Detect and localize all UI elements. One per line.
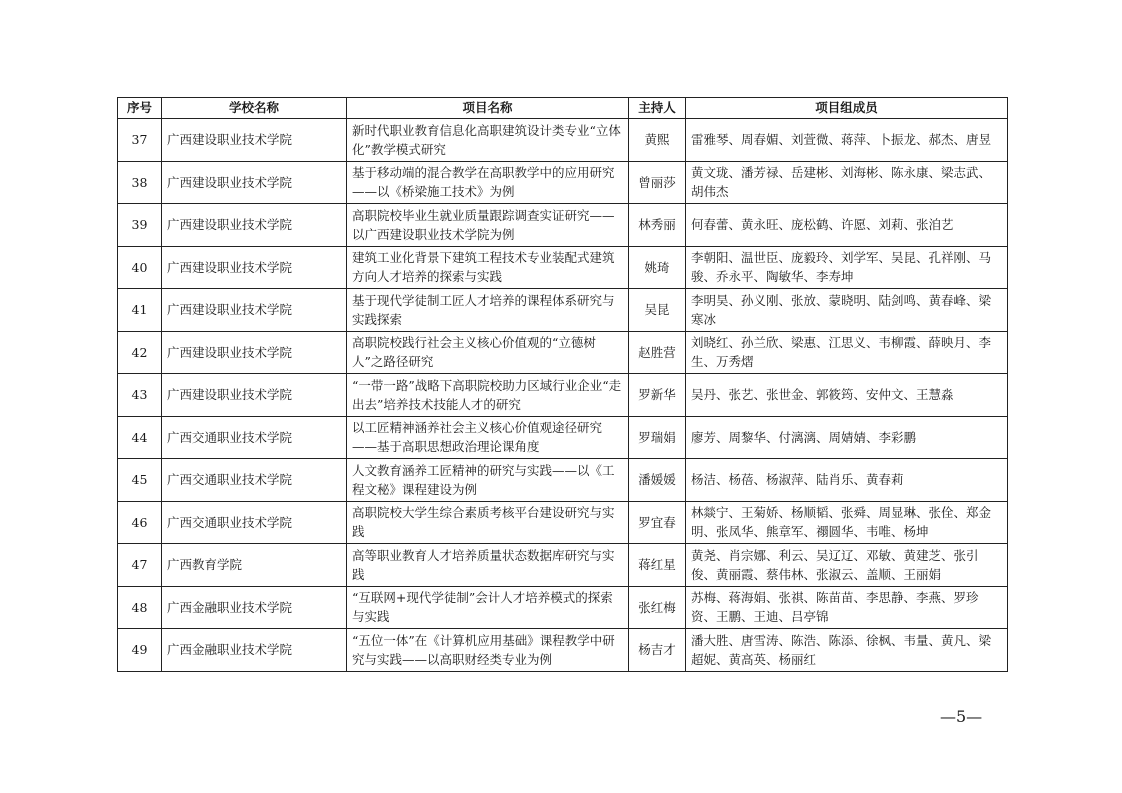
cell-project xyxy=(347,586,629,629)
cell-project xyxy=(347,289,629,332)
table-row xyxy=(118,289,1008,332)
cell-leader xyxy=(629,544,686,587)
cell-leader xyxy=(629,586,686,629)
cell-project-text: “互联网+现代学徒制”会计人才培养模式的探索与实践 xyxy=(352,590,613,625)
cell-leader-text: 潘媛媛 xyxy=(638,472,676,488)
cell-leader xyxy=(629,629,686,672)
cell-members xyxy=(686,119,1008,162)
cell-leader-text: 赵胜营 xyxy=(638,344,676,360)
cell-members xyxy=(686,459,1008,502)
cell-members-text: 刘晓红、孙兰欣、梁惠、江思义、韦柳霞、薛映月、李生、万秀熠 xyxy=(691,335,992,370)
cell-members-text: 潘大胜、唐雪涛、陈浩、陈添、徐枫、韦量、黄凡、梁超妮、黄高英、杨丽红 xyxy=(691,632,992,667)
cell-members xyxy=(686,161,1008,204)
cell-leader xyxy=(629,416,686,459)
cell-members xyxy=(686,374,1008,417)
table-row xyxy=(118,586,1008,629)
cell-num-text: 42 xyxy=(131,344,148,360)
header-school: 学校名称 xyxy=(162,98,347,119)
cell-school-text: 广西交通职业技术学院 xyxy=(167,514,293,530)
cell-num-text: 49 xyxy=(131,642,148,658)
table-body xyxy=(118,119,1008,672)
cell-project-text: “五位一体”在《计算机应用基础》课程教学中研究与实践——以高职财经类专业为例 xyxy=(352,632,615,667)
table-row xyxy=(118,161,1008,204)
cell-project-text: 以工匠精神涵养社会主义核心价值观途径研究——基于高职思想政治理论课角度 xyxy=(352,420,603,455)
table-row xyxy=(118,119,1008,162)
table-row xyxy=(118,416,1008,459)
cell-num xyxy=(118,416,162,459)
cell-project-text: “一带一路”战略下高职院校助力区域行业企业“走出去”培养技术技能人才的研究 xyxy=(352,377,622,412)
cell-members xyxy=(686,204,1008,247)
cell-members xyxy=(686,629,1008,672)
cell-leader-text: 罗宜春 xyxy=(638,514,676,530)
cell-leader-text: 姚琦 xyxy=(644,259,670,275)
cell-project xyxy=(347,459,629,502)
cell-project xyxy=(347,204,629,247)
cell-members-text: 杨洁、杨蓓、杨淑萍、陆肖乐、黄春莉 xyxy=(691,472,904,488)
cell-school-text: 广西建设职业技术学院 xyxy=(167,259,293,275)
cell-num-text: 43 xyxy=(131,387,148,403)
header-members: 项目组成员 xyxy=(686,98,1008,119)
cell-school xyxy=(162,586,347,629)
cell-school-text: 广西建设职业技术学院 xyxy=(167,217,293,233)
cell-school xyxy=(162,374,347,417)
cell-members-text: 廖芳、周黎华、付漓漓、周婧婧、李彩鹏 xyxy=(691,429,917,445)
cell-project-text: 新时代职业教育信息化高职建筑设计类专业“立体化”教学模式研究 xyxy=(352,122,621,157)
table-row xyxy=(118,331,1008,374)
cell-num xyxy=(118,629,162,672)
cell-school xyxy=(162,629,347,672)
cell-leader xyxy=(629,501,686,544)
cell-school-text: 广西建设职业技术学院 xyxy=(167,132,293,148)
cell-members-text: 黄文珑、潘芳禄、岳建彬、刘海彬、陈永康、梁志武、胡伟杰 xyxy=(691,165,992,200)
cell-members xyxy=(686,416,1008,459)
cell-leader-text: 吴昆 xyxy=(644,302,670,318)
cell-leader xyxy=(629,204,686,247)
cell-school xyxy=(162,246,347,289)
cell-project xyxy=(347,416,629,459)
table-row xyxy=(118,544,1008,587)
cell-members-text: 李明昊、孙义刚、张放、蒙晓明、陆剑鸣、黄春峰、梁寒冰 xyxy=(691,292,992,327)
cell-leader-text: 罗瑞娟 xyxy=(638,429,676,445)
cell-leader xyxy=(629,119,686,162)
cell-school-text: 广西金融职业技术学院 xyxy=(167,599,293,615)
cell-project xyxy=(347,629,629,672)
cell-num-text: 39 xyxy=(131,217,148,233)
table-row xyxy=(118,629,1008,672)
cell-school-text: 广西交通职业技术学院 xyxy=(167,472,293,488)
cell-num-text: 37 xyxy=(131,132,148,148)
header-project: 项目名称 xyxy=(347,98,629,119)
cell-leader-text: 林秀丽 xyxy=(638,217,676,233)
cell-members xyxy=(686,544,1008,587)
cell-project xyxy=(347,331,629,374)
cell-school-text: 广西建设职业技术学院 xyxy=(167,387,293,403)
cell-leader-text: 罗新华 xyxy=(638,387,676,403)
cell-num-text: 47 xyxy=(131,557,148,573)
cell-leader-text: 张红梅 xyxy=(638,599,676,615)
cell-members-text: 林燚宁、王菊娇、杨顺韬、张舜、周显琳、张佺、郑金明、张凤华、熊章军、禤圆华、韦唯、杨坤 xyxy=(691,505,992,540)
cell-members xyxy=(686,289,1008,332)
cell-school-text: 广西教育学院 xyxy=(167,557,243,573)
cell-leader-text: 黄熙 xyxy=(644,132,670,148)
cell-num xyxy=(118,459,162,502)
cell-members xyxy=(686,501,1008,544)
cell-project-text: 人文教育涵养工匠精神的研究与实践——以《工程文秘》课程建设为例 xyxy=(352,462,615,497)
cell-num xyxy=(118,501,162,544)
cell-school-text: 广西交通职业技术学院 xyxy=(167,429,293,445)
table-row xyxy=(118,246,1008,289)
cell-school-text: 广西建设职业技术学院 xyxy=(167,302,293,318)
cell-school xyxy=(162,544,347,587)
cell-project xyxy=(347,374,629,417)
project-table xyxy=(117,97,1008,672)
cell-num xyxy=(118,331,162,374)
cell-members-text: 吴丹、张艺、张世金、郭筱筠、安仲文、王慧淼 xyxy=(691,387,954,403)
cell-project-text: 基于移动端的混合教学在高职教学中的应用研究——以《桥梁施工技术》为例 xyxy=(352,165,615,200)
cell-num-text: 45 xyxy=(131,472,148,488)
cell-num-text: 48 xyxy=(131,599,148,615)
cell-num-text: 41 xyxy=(131,302,148,318)
table-row xyxy=(118,204,1008,247)
cell-leader-text: 杨吉才 xyxy=(638,642,676,658)
cell-num xyxy=(118,289,162,332)
cell-school xyxy=(162,119,347,162)
cell-num xyxy=(118,544,162,587)
cell-project-text: 高职院校毕业生就业质量跟踪调查实证研究——以广西建设职业技术学院为例 xyxy=(352,207,615,242)
cell-project-text: 建筑工业化背景下建筑工程技术专业装配式建筑方向人才培养的探索与实践 xyxy=(352,250,615,285)
cell-num xyxy=(118,246,162,289)
cell-num xyxy=(118,586,162,629)
cell-project xyxy=(347,119,629,162)
cell-school xyxy=(162,501,347,544)
cell-members-text: 黄尧、肖宗娜、利云、吴辽辽、邓敏、黄建芝、张引俊、黄丽霞、蔡伟林、张淑云、盖顺、王丽娟 xyxy=(691,547,979,582)
cell-school xyxy=(162,289,347,332)
cell-leader xyxy=(629,374,686,417)
cell-members xyxy=(686,586,1008,629)
cell-project xyxy=(347,544,629,587)
cell-project xyxy=(347,246,629,289)
cell-school-text: 广西金融职业技术学院 xyxy=(167,642,293,658)
table-row xyxy=(118,459,1008,502)
cell-project-text: 高等职业教育人才培养质量状态数据库研究与实践 xyxy=(352,547,615,582)
cell-leader xyxy=(629,459,686,502)
cell-num xyxy=(118,119,162,162)
cell-members xyxy=(686,246,1008,289)
cell-leader xyxy=(629,246,686,289)
cell-project-text: 基于现代学徒制工匠人才培养的课程体系研究与实践探索 xyxy=(352,292,615,327)
cell-school xyxy=(162,416,347,459)
cell-leader xyxy=(629,331,686,374)
cell-project-text: 高职院校大学生综合素质考核平台建设研究与实践 xyxy=(352,505,615,540)
cell-leader-text: 蒋红星 xyxy=(638,557,676,573)
cell-project xyxy=(347,501,629,544)
cell-school-text: 广西建设职业技术学院 xyxy=(167,344,293,360)
table-header-row xyxy=(118,98,1008,119)
cell-members-text: 李朝阳、温世臣、庞毅玲、刘学军、吴昆、孔祥刚、马骏、乔永平、陶敏华、李寿坤 xyxy=(691,250,992,285)
cell-num-text: 44 xyxy=(131,429,148,445)
cell-members-text: 雷雅琴、周春媚、刘萱微、蒋萍、卜振龙、郝杰、唐昱 xyxy=(691,132,992,148)
cell-school xyxy=(162,204,347,247)
page-number: —5— xyxy=(940,707,983,726)
cell-project xyxy=(347,161,629,204)
cell-num xyxy=(118,374,162,417)
header-leader: 主持人 xyxy=(629,98,686,119)
cell-school xyxy=(162,459,347,502)
cell-leader xyxy=(629,161,686,204)
cell-num-text: 46 xyxy=(131,514,148,530)
cell-members xyxy=(686,331,1008,374)
header-num: 序号 xyxy=(118,98,162,119)
cell-num xyxy=(118,161,162,204)
cell-num-text: 38 xyxy=(131,174,148,190)
table-row xyxy=(118,501,1008,544)
cell-num xyxy=(118,204,162,247)
table-row xyxy=(118,374,1008,417)
cell-leader xyxy=(629,289,686,332)
cell-num-text: 40 xyxy=(131,259,148,275)
cell-school xyxy=(162,161,347,204)
cell-project-text: 高职院校践行社会主义核心价值观的“立德树人”之路径研究 xyxy=(352,335,596,370)
cell-school-text: 广西建设职业技术学院 xyxy=(167,174,293,190)
cell-members-text: 何春蕾、黄永旺、庞松鹤、许愿、刘莉、张洎艺 xyxy=(691,217,954,233)
cell-leader-text: 曾丽莎 xyxy=(638,174,676,190)
cell-members-text: 苏梅、蒋海娟、张祺、陈苗苗、李思静、李燕、罗珍资、王鹏、王迪、吕亭锦 xyxy=(691,590,979,625)
cell-school xyxy=(162,331,347,374)
